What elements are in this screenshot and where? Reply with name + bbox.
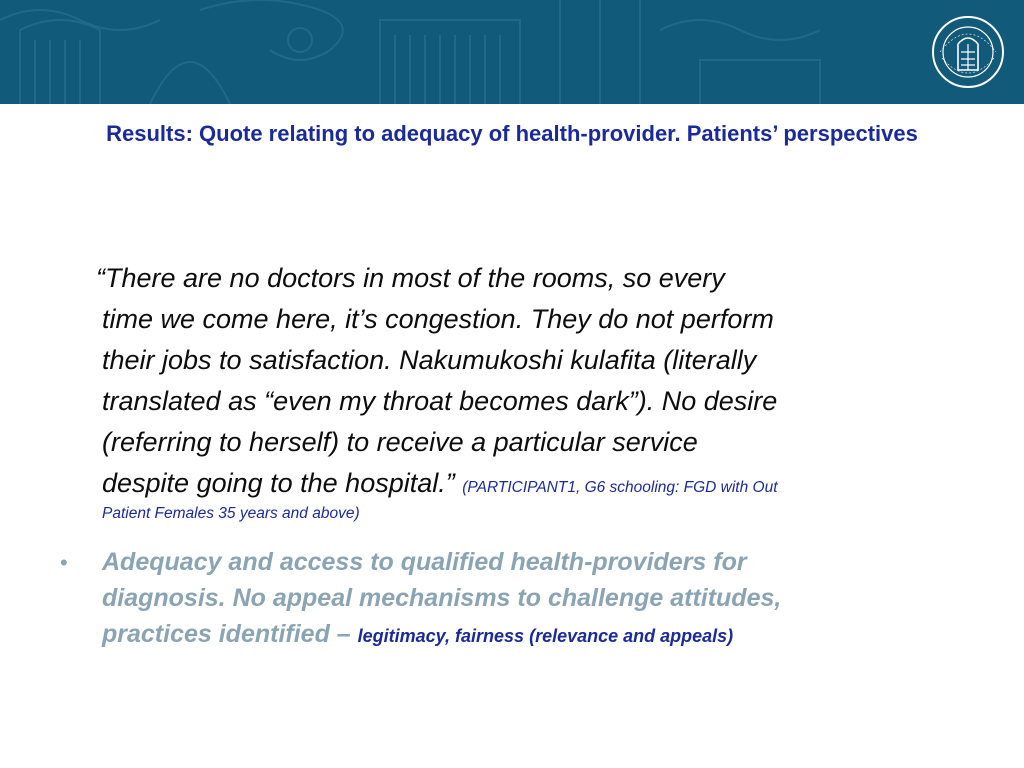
- bullet-line-text: practices identified –: [102, 620, 351, 648]
- bullet-keywords: legitimacy, fairness (relevance and appeals): [357, 626, 734, 646]
- patient-quote: [96, 258, 982, 508]
- quote-citation: (PARTICIPANT1, G6 schooling: FGD with Out: [462, 479, 778, 496]
- bullet-line: Adequacy and access to qualified health-providers for: [102, 548, 747, 576]
- bullet-line: diagnosis. No appeal mechanisms to challenge attitudes,: [102, 584, 782, 612]
- quote-line-last: [102, 463, 982, 508]
- quote-line: “There are no doctors in most of the rooms, so every: [96, 263, 725, 293]
- quote-line: their jobs to satisfaction. Nakumukoshi kulafita (literally: [102, 345, 757, 375]
- quote-line: translated as “even my throat becomes dark”). No desire: [102, 386, 778, 416]
- quote-line: (referring to herself) to receive a particular service: [102, 427, 698, 457]
- quote-line-text: despite going to the hospital.”: [102, 468, 455, 498]
- banner-pattern-icon: [0, 0, 1024, 104]
- bullet-marker: •: [60, 550, 68, 575]
- header-banner: [0, 0, 1024, 104]
- slide-title: Results: Quote relating to adequacy of health-provider. Patients’ perspectives: [106, 121, 918, 146]
- bullet-line-last: [102, 616, 982, 654]
- quote-line: time we come here, it’s congestion. They do not perform: [102, 304, 774, 334]
- university-seal-icon: [930, 14, 1006, 90]
- bullet-point: [102, 544, 982, 654]
- quote-citation-continued: Patient Females 35 years and above): [102, 505, 360, 522]
